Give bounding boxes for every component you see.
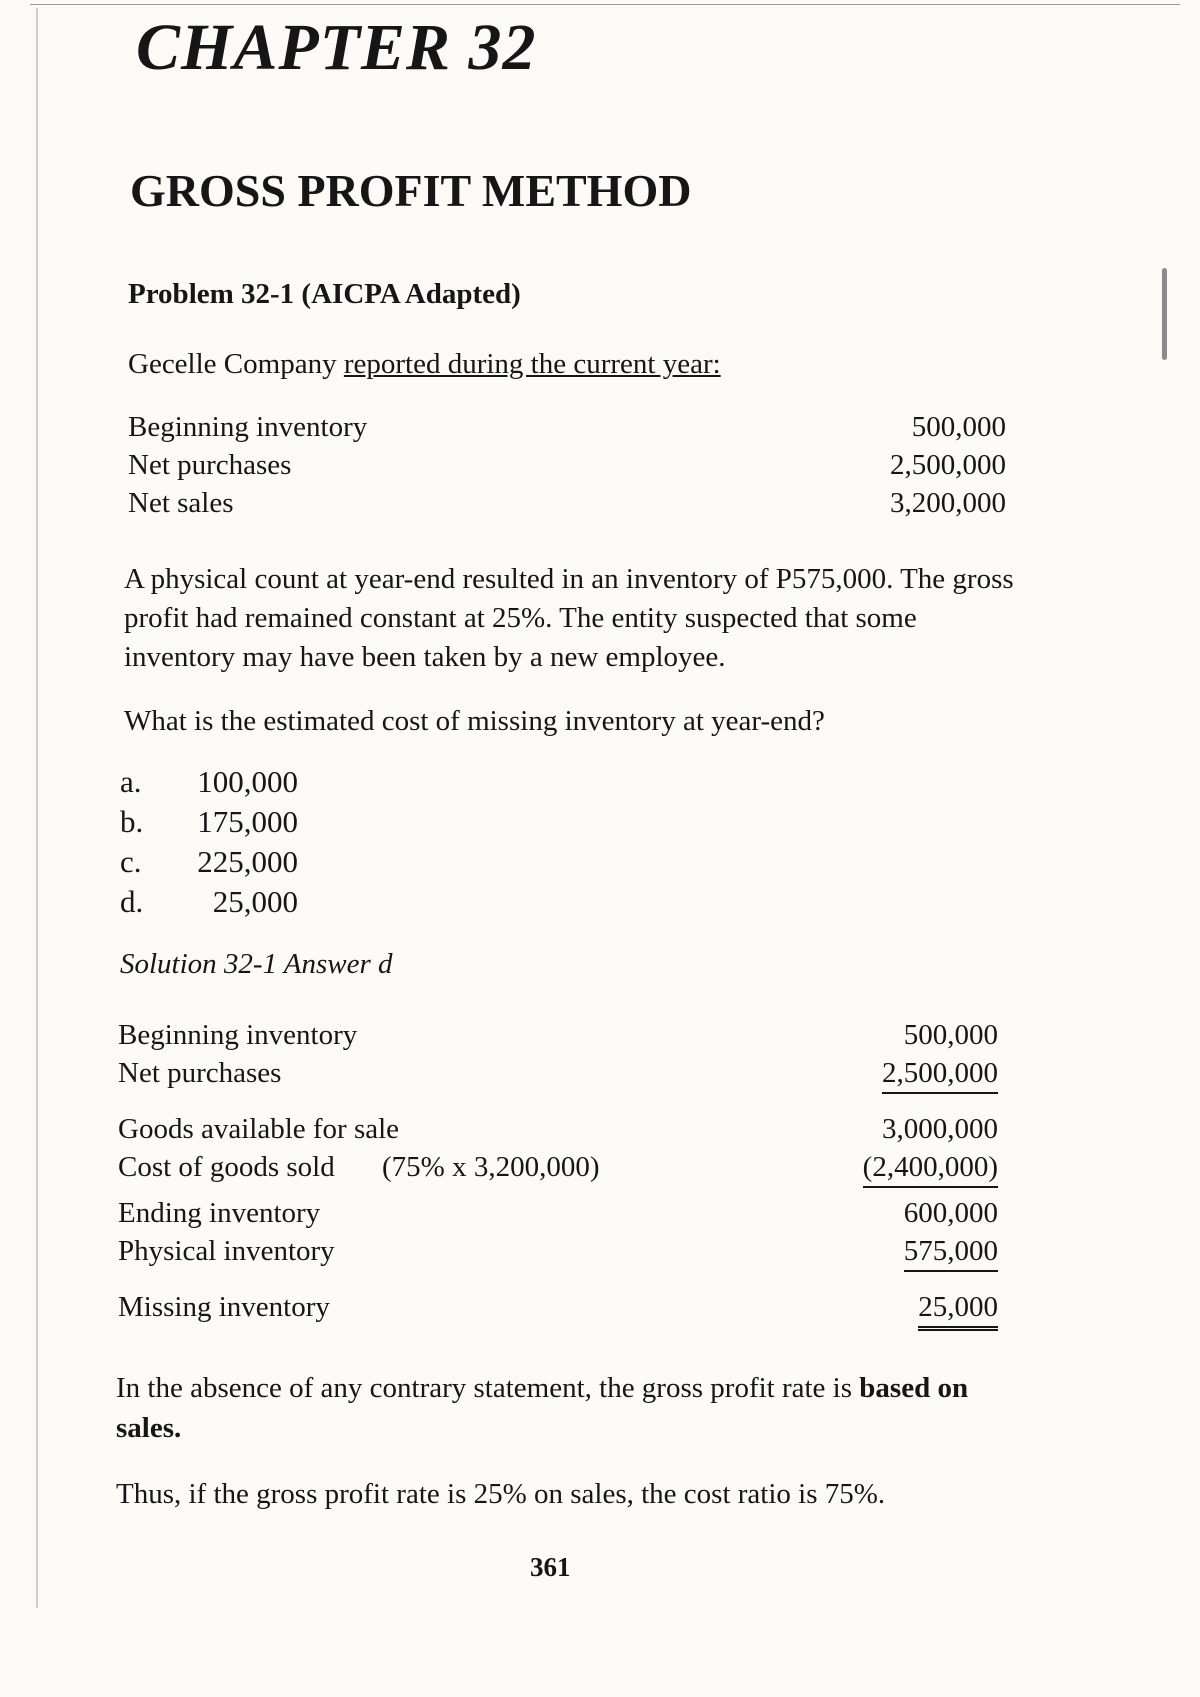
problem-data-table <box>128 408 1006 522</box>
data-amount: 3,200,000 <box>890 487 1006 519</box>
note-plain: In the absence of any contrary statement, the gross profit rate is <box>116 1372 860 1404</box>
solution-row <box>118 1054 998 1092</box>
data-label: Net sales <box>128 487 234 519</box>
solution-amount: (2,400,000) <box>863 1148 998 1188</box>
solution-heading: Solution 32-1 Answer d <box>120 948 393 980</box>
note-bold-based: based <box>859 1372 931 1404</box>
data-row <box>128 408 1006 446</box>
solution-row <box>118 1232 998 1270</box>
scan-mark <box>1162 268 1167 360</box>
option-letter: b. <box>120 804 144 839</box>
data-row <box>128 446 1006 484</box>
page-top-rule <box>30 4 1180 5</box>
solution-row <box>118 1110 998 1148</box>
data-amount: 2,500,000 <box>890 449 1006 481</box>
option-value: 175,000 <box>197 804 298 839</box>
solution-block-1 <box>118 1016 998 1092</box>
data-row <box>128 484 1006 522</box>
solution-label: Physical inventory <box>118 1235 335 1267</box>
option-b <box>120 802 298 842</box>
data-label: Beginning inventory <box>128 411 368 443</box>
page-left-rule <box>36 8 38 1608</box>
solution-row <box>118 1288 998 1326</box>
solution-label: Ending inventory <box>118 1197 321 1229</box>
option-a <box>120 762 298 802</box>
solution-label: Missing inventory <box>118 1291 330 1323</box>
problem-heading: Problem 32-1 (AICPA Adapted) <box>128 278 521 310</box>
option-letter: d. <box>120 884 144 919</box>
solution-conclusion: Thus, if the gross profit rate is 25% on sales, the cost ratio is 75%. <box>116 1478 886 1510</box>
solution-label: Net purchases <box>118 1057 282 1089</box>
solution-note: (75% x 3,200,000) <box>382 1151 600 1183</box>
option-c <box>120 842 298 882</box>
note-bold-on-sales: on sales. <box>116 1372 969 1444</box>
solution-amount: 3,000,000 <box>882 1113 998 1145</box>
page-number: 361 <box>530 1552 571 1582</box>
option-letter: c. <box>120 844 142 879</box>
option-value: 100,000 <box>197 764 298 799</box>
problem-intro <box>128 348 721 381</box>
solution-label: Cost of goods sold <box>118 1151 335 1183</box>
option-letter: a. <box>120 764 142 799</box>
solution-amount: 25,000 <box>918 1288 998 1331</box>
solution-note <box>116 1368 1016 1448</box>
solution-row <box>118 1194 998 1232</box>
answer-options <box>120 762 298 922</box>
intro-prefix: Gecelle Company <box>128 348 344 380</box>
solution-amount: 600,000 <box>903 1197 998 1229</box>
solution-row <box>118 1016 998 1054</box>
problem-question: What is the estimated cost of missing inventory at year-end? <box>124 705 825 737</box>
solution-block-3 <box>118 1194 998 1270</box>
option-d <box>120 882 298 922</box>
solution-amount: 575,000 <box>904 1232 998 1272</box>
intro-underlined: reported during the current year: <box>343 348 721 380</box>
solution-block-2 <box>118 1110 998 1186</box>
option-value: 225,000 <box>197 844 298 879</box>
solution-amount: 2,500,000 <box>882 1054 998 1094</box>
data-amount: 500,000 <box>911 411 1006 443</box>
solution-block-4 <box>118 1288 998 1326</box>
solution-label: Beginning inventory <box>118 1019 358 1051</box>
data-label: Net purchases <box>128 449 292 481</box>
chapter-subtitle: GROSS PROFIT METHOD <box>130 165 692 216</box>
problem-paragraph: A physical count at year-end resulted in an inventory of P575,000. The gross profit had remained constant at 25%. The entity suspected that some inventory may have been taken by a new employee. <box>124 563 1014 673</box>
solution-label: Goods available for sale <box>118 1113 400 1145</box>
solution-amount: 500,000 <box>903 1019 998 1051</box>
option-value: 25,000 <box>212 884 298 919</box>
chapter-title: CHAPTER 32 <box>136 11 537 84</box>
solution-row <box>118 1148 998 1186</box>
